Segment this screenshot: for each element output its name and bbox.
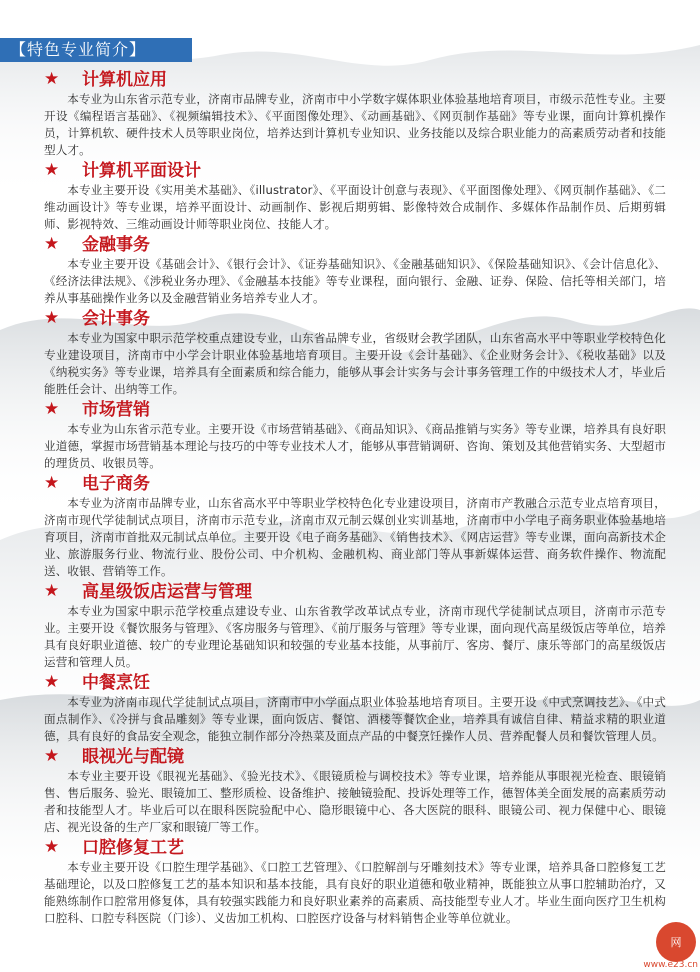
major-title: ★ 电子商务 bbox=[44, 473, 150, 494]
major-title: ★ 高星级饭店运营与管理 bbox=[44, 581, 252, 602]
major-title: ★ 口腔修复工艺 bbox=[44, 837, 184, 858]
major-section bbox=[44, 235, 666, 307]
watermark-site: www.e23.cn bbox=[643, 960, 698, 970]
major-description: 本专业主要开设《基础会计》、《银行会计》、《证券基础知识》、《金融基础知识》、《保险基础知识》、《会计信息化》、《经济法律法规》、《涉税业务办理》、《金融基本技能》等专业课程，面向银行、金融、证券、保险、信托等相关部门，培养从事基础操作业务以及金融营销业务培养专业人才。 bbox=[44, 257, 666, 305]
major-title: ★ 中餐烹饪 bbox=[44, 672, 150, 693]
major-description: 本专业主要开设《眼视光基础》、《验光技术》、《眼镜质检与调校技术》等专业课，培养能从事眼视光检查、眼镜销售、售后服务、验光、眼镜加工、整形质检、设备维护、接触镜验配、投诉处理等工作，德智体美全面发展的高素质劳动者和技能型人才。毕业后可以在眼科医院验配中心、隐形眼镜中心、各大医院的眼科、眼镜公司、视力保健中心、眼镜店、视光设备的生产厂家和眼镜厂等工作。 bbox=[44, 769, 666, 834]
section-header: 【特色专业简介】 bbox=[0, 38, 192, 62]
major-description: 本专业主要开设《实用美术基础》、《illustrator》、《平面设计创意与表现》、《平面图像处理》、《网页制作基础》、《二维动画设计》等专业课，培养平面设计、动画制作、影视后期剪辑、影像特效合成制作、多媒体作品制作员、后期剪辑师、影视特效、三维动画设计师等职业岗位、技能人才。 bbox=[44, 183, 666, 231]
star-icon: ★ bbox=[44, 473, 60, 493]
major-title: ★ 计算机应用 bbox=[44, 69, 167, 90]
major-description: 本专业为山东省示范专业，济南市品牌专业，济南市中小学数字媒体职业体验基地培育项目，市级示范性专业。主要开设《编程语言基础》、《视频编辑技术》、《平面图像处理》、《动画基础》、《网页制作基础》等专业课，面向计算机操作员，计算机软、硬件技术人员等职业岗位，培养达到计算机专业知识、业务技能以及综合职业能力的高素质劳动者和技能型人才。 bbox=[44, 92, 666, 157]
watermark-badge: 网 bbox=[656, 922, 696, 962]
major-section bbox=[44, 838, 666, 927]
major-section bbox=[44, 309, 666, 398]
major-title: ★ 眼视光与配镜 bbox=[44, 746, 184, 767]
major-section bbox=[44, 400, 666, 472]
star-icon: ★ bbox=[44, 672, 60, 692]
star-icon: ★ bbox=[44, 746, 60, 766]
star-icon: ★ bbox=[44, 308, 60, 328]
major-description: 本专业为山东省示范专业。主要开设《市场营销基础》、《商品知识》、《商品推销与实务》等专业课，培养具有良好职业道德，掌握市场营销基本理论与技巧的中等专业技术人才，能够从事营销调研、咨询、策划及其他营销实务、大型超市的理货员、收银员等。 bbox=[44, 422, 666, 470]
star-icon: ★ bbox=[44, 234, 60, 254]
major-section bbox=[44, 70, 666, 159]
major-title: ★ 计算机平面设计 bbox=[44, 160, 201, 181]
major-section bbox=[44, 161, 666, 233]
star-icon: ★ bbox=[44, 69, 60, 89]
major-list bbox=[44, 70, 666, 929]
major-section bbox=[44, 747, 666, 836]
star-icon: ★ bbox=[44, 160, 60, 180]
major-section bbox=[44, 474, 666, 580]
major-title: ★ 市场营销 bbox=[44, 399, 150, 420]
star-icon: ★ bbox=[44, 581, 60, 601]
major-description: 本专业主要开设《口腔生理学基础》、《口腔工艺管理》、《口腔解剖与牙雕刻技术》等专业课，培养具备口腔修复工艺基础理论，以及口腔修复工艺的基本知识和基本技能，具有良好的职业道德和敬业精神，既能独立从事口腔辅助治疗，又能熟练制作口腔常用修复体，具有较强实践能力和良好职业素养的高素质、高技能型专业人才。毕业生面向医疗卫生机构口腔科、口腔专科医院（门诊）、义齿加工机构、口腔医疗设备与材料销售企业等单位就业。 bbox=[44, 860, 666, 925]
major-description: 本专业为国家中职示范学校重点建设专业、山东省教学改革试点专业，济南市现代学徒制试点项目，济南市示范专业。主要开设《餐饮服务与管理》、《客房服务与管理》、《前厅服务与管理》等专业课，面向现代高星级饭店等单位，培养具有良好职业道德、较广的专业理论基础知识和较强的专业基本技能，从事前厅、客房、餐厅、康乐等部门的高星级饭店运营和管理人员。 bbox=[44, 604, 666, 669]
major-description: 本专业为济南市品牌专业，山东省高水平中等职业学校特色化专业建设项目，济南市产教融合示范专业点培育项目，济南市现代学徒制试点项目，济南市示范专业，济南市双元制云媒创业实训基地，济南市中小学电子商务职业体验基地培育项目，济南市首批双元制试点单位。主要开设《电子商务基础》、《销售技术》、《网店运营》等专业课，面向高新技术企业、旅游服务行业、物流行业、股份公司、中介机构、金融机构、商业部门等从事新媒体运营、商务软件操作、物流配送、收银、营销等工作。 bbox=[44, 496, 666, 578]
major-title: ★ 金融事务 bbox=[44, 234, 150, 255]
major-section bbox=[44, 673, 666, 745]
major-description: 本专业为国家中职示范学校重点建设专业，山东省品牌专业，省级财会教学团队，山东省高水平中等职业学校特色化专业建设项目，济南市中小学会计职业体验基地培育项目。主要开设《会计基础》、《企业财务会计》、《税收基础》以及《纳税实务》等专业课，培养具有全面素质和综合能力，能够从事会计实务与会计事务管理工作的中级技术人才，毕业后能胜任会计、出纳等工作。 bbox=[44, 331, 666, 396]
star-icon: ★ bbox=[44, 837, 60, 857]
star-icon: ★ bbox=[44, 399, 60, 419]
major-description: 本专业为济南市现代学徒制试点项目，济南市中小学面点职业体验基地培育项目。主要开设《中式烹调技艺》、《中式面点制作》、《冷拼与食品雕刻》等专业课，面向饭店、餐馆、酒楼等餐饮企业，培养具有诚信自律、精益求精的职业道德，具有良好的食品安全观念，能独立制作部分冷热菜及面点产品的中餐烹饪操作人员、营养配餐人员和餐饮管理人员。 bbox=[44, 695, 666, 743]
major-section bbox=[44, 582, 666, 671]
major-title: ★ 会计事务 bbox=[44, 308, 150, 329]
